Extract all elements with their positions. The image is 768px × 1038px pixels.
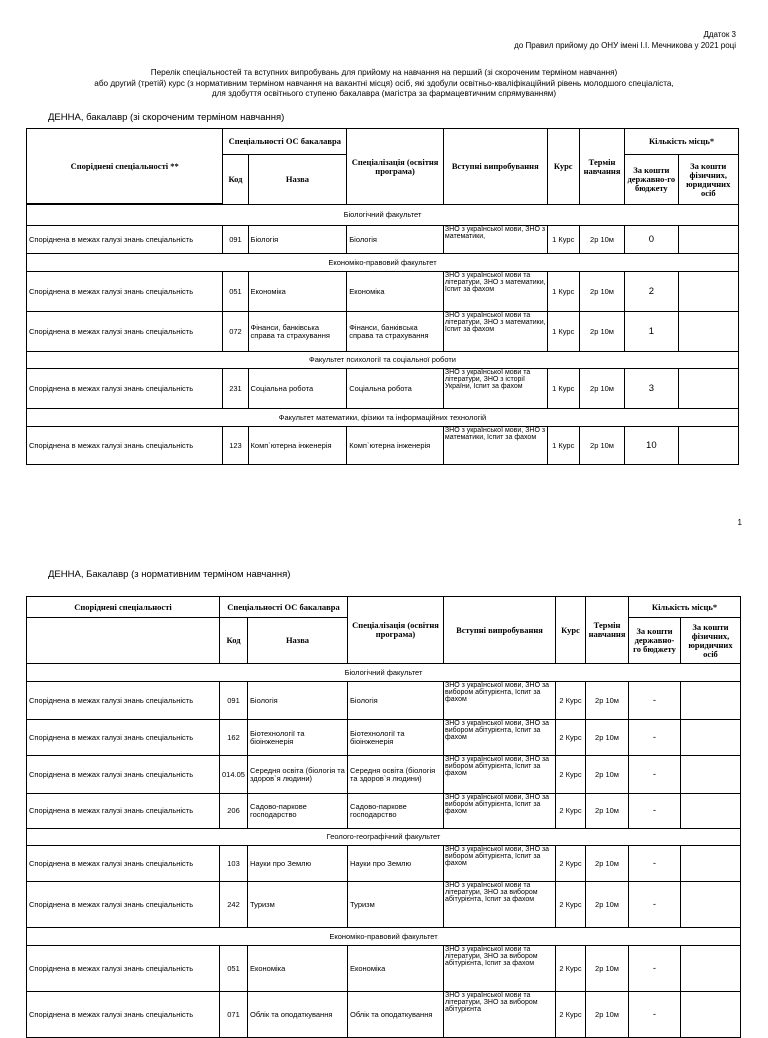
faculty-row: Економіко-правовий факультет: [27, 928, 741, 946]
term-cell: 2р 10м: [586, 682, 629, 720]
col-related: Споріднені спеціальності **: [27, 129, 223, 204]
spec-cell: Науки про Землю: [348, 846, 444, 882]
budget-cell: 3: [625, 369, 678, 409]
col-code: Код: [223, 155, 248, 205]
code-cell: 123: [223, 427, 248, 465]
col-related-blank: [27, 618, 220, 664]
related-cell: Споріднена в межах галузі знань спеціальність: [27, 272, 223, 312]
private-cell: [678, 272, 738, 312]
code-cell: 103: [220, 846, 248, 882]
exams-cell: ЗНО з української мови, ЗНО за вибором абітурієнта, Іспит за фахом: [444, 720, 556, 756]
exams-cell: ЗНО з української мови, ЗНО за вибором абітурієнта, Іспит за фахом: [444, 794, 556, 829]
exams-cell: ЗНО з української мови, ЗНО за вибором абітурієнта, Іспит за фахом: [444, 682, 556, 720]
private-cell: [678, 312, 738, 352]
table-row: [27, 226, 739, 254]
exams-cell: ЗНО з української мови, ЗНО за вибором абітурієнта, Іспит за фахом: [444, 756, 556, 794]
course-cell: 2 Курс: [556, 946, 586, 992]
course-cell: 1 Курс: [547, 312, 579, 352]
private-cell: [678, 226, 738, 254]
term-cell: 2р 10м: [586, 720, 629, 756]
exams-cell: ЗНО з української мови та літератури, ЗНО з математики, Іспит за фахом: [443, 272, 547, 312]
budget-cell: -: [629, 794, 681, 829]
appendix-label: [514, 29, 736, 51]
exams-cell: ЗНО з української мови та літератури, ЗНО з математики, Іспит за фахом: [443, 312, 547, 352]
name-cell: Комп`ютерна інженерія: [248, 427, 347, 465]
col-term: Термін навчання: [586, 597, 629, 664]
course-cell: 1 Курс: [547, 272, 579, 312]
exams-cell: ЗНО з української мови, ЗНО з математики,: [443, 226, 547, 254]
col-course: Курс: [556, 597, 586, 664]
col-name: Назва: [248, 155, 347, 205]
budget-cell: -: [629, 946, 681, 992]
spec-cell: Комп`ютерна інженерія: [347, 427, 444, 465]
related-cell: Споріднена в межах галузі знань спеціальність: [27, 882, 220, 928]
col-places: Кількість місць*: [629, 597, 741, 618]
col-places: Кількість місць*: [625, 129, 739, 155]
name-cell: Фінанси, банківська справа та страхування: [248, 312, 347, 352]
section-title-shortened: ДЕННА, бакалавр (зі скороченим терміном навчання): [48, 112, 285, 123]
spec-cell: Соціальна робота: [347, 369, 444, 409]
private-cell: [681, 720, 741, 756]
code-cell: 206: [220, 794, 248, 829]
term-cell: 2р 10м: [586, 756, 629, 794]
spec-cell: Біологія: [348, 682, 444, 720]
term-cell: 2р 10м: [586, 794, 629, 829]
name-cell: Туризм: [248, 882, 348, 928]
budget-cell: -: [629, 682, 681, 720]
col-os: Спеціальності ОС бакалавра: [220, 597, 348, 618]
exams-cell: ЗНО з української мови та літератури, ЗНО за вибором абітурієнта: [444, 992, 556, 1038]
table-row: [27, 846, 741, 882]
faculty-row: Біологічний факультет: [27, 205, 739, 226]
code-cell: 242: [220, 882, 248, 928]
code-cell: 051: [223, 272, 248, 312]
budget-cell: -: [629, 720, 681, 756]
budget-cell: -: [629, 882, 681, 928]
course-cell: 1 Курс: [547, 427, 579, 465]
name-cell: Біотехнології та біоінженерія: [248, 720, 348, 756]
col-term: Термін навчання: [579, 129, 624, 205]
term-cell: 2р 10м: [586, 882, 629, 928]
intro-line-2: або другий (третій) курс (з нормативним терміном навчання на вакантні місця) осіб, які здобули освітньо-кваліфікаційний рівень молодшого спеціаліста,: [94, 78, 674, 88]
related-cell: Споріднена в межах галузі знань спеціальність: [27, 946, 220, 992]
table-row: [27, 756, 741, 794]
col-budget: За кошти державно-го бюджету: [625, 155, 678, 205]
related-cell: Споріднена в межах галузі знань спеціальність: [27, 427, 223, 465]
name-cell: Біологія: [248, 682, 348, 720]
private-cell: [681, 992, 741, 1038]
code-cell: 014.05: [220, 756, 248, 794]
exams-cell: ЗНО з української мови та літератури, ЗНО за вибором абітурієнта, Іспит за фахом: [444, 946, 556, 992]
budget-cell: 1: [625, 312, 678, 352]
table-row: [27, 794, 741, 829]
term-cell: 2р 10м: [579, 272, 624, 312]
spec-cell: Біологія: [347, 226, 444, 254]
table-row: [27, 992, 741, 1038]
private-cell: [681, 682, 741, 720]
appendix-number: Ддаток 3: [703, 30, 736, 39]
table-row: [27, 682, 741, 720]
faculty-row: Геолого-географічний факультет: [27, 829, 741, 846]
col-exams: Вступні випробування: [443, 129, 547, 205]
course-cell: 2 Курс: [556, 720, 586, 756]
spec-cell: Середня освіта (біологія та здоров`я людини): [348, 756, 444, 794]
private-cell: [681, 882, 741, 928]
spec-cell: Економіка: [348, 946, 444, 992]
table-row: [27, 946, 741, 992]
related-cell: Споріднена в межах галузі знань спеціальність: [27, 756, 220, 794]
code-cell: 051: [220, 946, 248, 992]
code-cell: 091: [223, 226, 248, 254]
table-row: [27, 720, 741, 756]
table-row: [27, 369, 739, 409]
budget-cell: -: [629, 756, 681, 794]
course-cell: 2 Курс: [556, 882, 586, 928]
budget-cell: 0: [625, 226, 678, 254]
code-cell: 162: [220, 720, 248, 756]
exams-cell: ЗНО з української мови та літератури, ЗНО з історії України, Іспит за фахом: [443, 369, 547, 409]
name-cell: Науки про Землю: [248, 846, 348, 882]
course-cell: 2 Курс: [556, 846, 586, 882]
related-cell: Споріднена в межах галузі знань спеціальність: [27, 369, 223, 409]
private-cell: [681, 946, 741, 992]
spec-cell: Фінанси, банківська справа та страхування: [347, 312, 444, 352]
intro-line-1: Перелік спеціальностей та вступних випробувань для прийому на навчання на перший (зі скороченим терміном навчання): [150, 68, 618, 77]
related-cell: Споріднена в межах галузі знань спеціальність: [27, 794, 220, 829]
col-spec: Спеціалізація (освітня програма): [347, 129, 444, 205]
private-cell: [681, 794, 741, 829]
course-cell: 2 Курс: [556, 794, 586, 829]
budget-cell: 10: [625, 427, 678, 465]
col-exams: Вступні випробування: [444, 597, 556, 664]
related-cell: Споріднена в межах галузі знань спеціальність: [27, 846, 220, 882]
faculty-row: Біологічний факультет: [27, 664, 741, 682]
spec-cell: Туризм: [348, 882, 444, 928]
exams-cell: ЗНО з української мови, ЗНО за вибором абітурієнта, Іспит за фахом: [444, 846, 556, 882]
term-cell: 2р 10м: [586, 946, 629, 992]
term-cell: 2р 10м: [579, 369, 624, 409]
table-shortened-term: [26, 128, 739, 465]
related-cell: Споріднена в межах галузі знань спеціальність: [27, 992, 220, 1038]
spec-cell: Біотехнології та біоінженерія: [348, 720, 444, 756]
term-cell: 2р 10м: [579, 427, 624, 465]
term-cell: 2р 10м: [579, 312, 624, 352]
col-private: За кошти фізичних, юридичних осіб: [681, 618, 741, 664]
section-title-normative: ДЕННА, Бакалавр (з нормативним терміном навчання): [48, 569, 291, 580]
col-os: Спеціальності ОС бакалавра: [223, 129, 347, 155]
exams-cell: ЗНО з української мови та літератури, ЗНО за вибором абітурієнта, Іспит за фахом: [444, 882, 556, 928]
private-cell: [681, 846, 741, 882]
budget-cell: -: [629, 846, 681, 882]
private-cell: [678, 369, 738, 409]
code-cell: 071: [220, 992, 248, 1038]
faculty-row: Економіко-правовий факультет: [27, 254, 739, 272]
course-cell: 2 Курс: [556, 756, 586, 794]
term-cell: 2р 10м: [586, 846, 629, 882]
term-cell: 2р 10м: [579, 226, 624, 254]
name-cell: Середня освіта (біологія та здоров`я людини): [248, 756, 348, 794]
course-cell: 1 Курс: [547, 226, 579, 254]
table-row: [27, 882, 741, 928]
code-cell: 072: [223, 312, 248, 352]
course-cell: 2 Курс: [556, 992, 586, 1038]
spec-cell: Садово-паркове господарство: [348, 794, 444, 829]
page-number: 1: [737, 518, 742, 527]
col-name: Назва: [248, 618, 348, 664]
name-cell: Економіка: [248, 946, 348, 992]
code-cell: 231: [223, 369, 248, 409]
intro-line-3: для здобуття освітнього ступеню бакалавра (магістра за фармацевтичним спрямуванням): [211, 89, 557, 98]
budget-cell: 2: [625, 272, 678, 312]
name-cell: Облік та оподаткування: [248, 992, 348, 1038]
col-private: За кошти фізичних, юридичних осіб: [678, 155, 738, 205]
col-course: Курс: [547, 129, 579, 205]
term-cell: 2р 10м: [586, 992, 629, 1038]
name-cell: Біологія: [248, 226, 347, 254]
table-normative-term: [26, 596, 741, 1038]
table-row: [27, 427, 739, 465]
faculty-row: Факультет математики, фізики та інформаційних технологій: [27, 409, 739, 427]
name-cell: Соціальна робота: [248, 369, 347, 409]
name-cell: Економіка: [248, 272, 347, 312]
spec-cell: Економіка: [347, 272, 444, 312]
col-related: Споріднені спеціальності: [27, 597, 220, 618]
table-row: [27, 312, 739, 352]
exams-cell: ЗНО з української мови, ЗНО з математики, Іспит за фахом: [443, 427, 547, 465]
faculty-row: Факультет психології та соціальної роботи: [27, 352, 739, 369]
col-code: Код: [220, 618, 248, 664]
spec-cell: Облік та оподаткування: [348, 992, 444, 1038]
related-cell: Споріднена в межах галузі знань спеціальність: [27, 312, 223, 352]
document-intro: [20, 68, 748, 100]
col-spec: Спеціалізація (освітня програма): [348, 597, 444, 664]
related-cell: Споріднена в межах галузі знань спеціальність: [27, 720, 220, 756]
private-cell: [681, 756, 741, 794]
private-cell: [678, 427, 738, 465]
code-cell: 091: [220, 682, 248, 720]
table-row: [27, 272, 739, 312]
appendix-reference: до Правил прийому до ОНУ імені І.І. Мечникова у 2021 році: [514, 41, 736, 50]
col-budget: За кошти державно-го бюджету: [629, 618, 681, 664]
course-cell: 1 Курс: [547, 369, 579, 409]
name-cell: Садово-паркове господарство: [248, 794, 348, 829]
related-cell: Споріднена в межах галузі знань спеціальність: [27, 682, 220, 720]
budget-cell: -: [629, 992, 681, 1038]
course-cell: 2 Курс: [556, 682, 586, 720]
related-cell: Споріднена в межах галузі знань спеціальність: [27, 226, 223, 254]
